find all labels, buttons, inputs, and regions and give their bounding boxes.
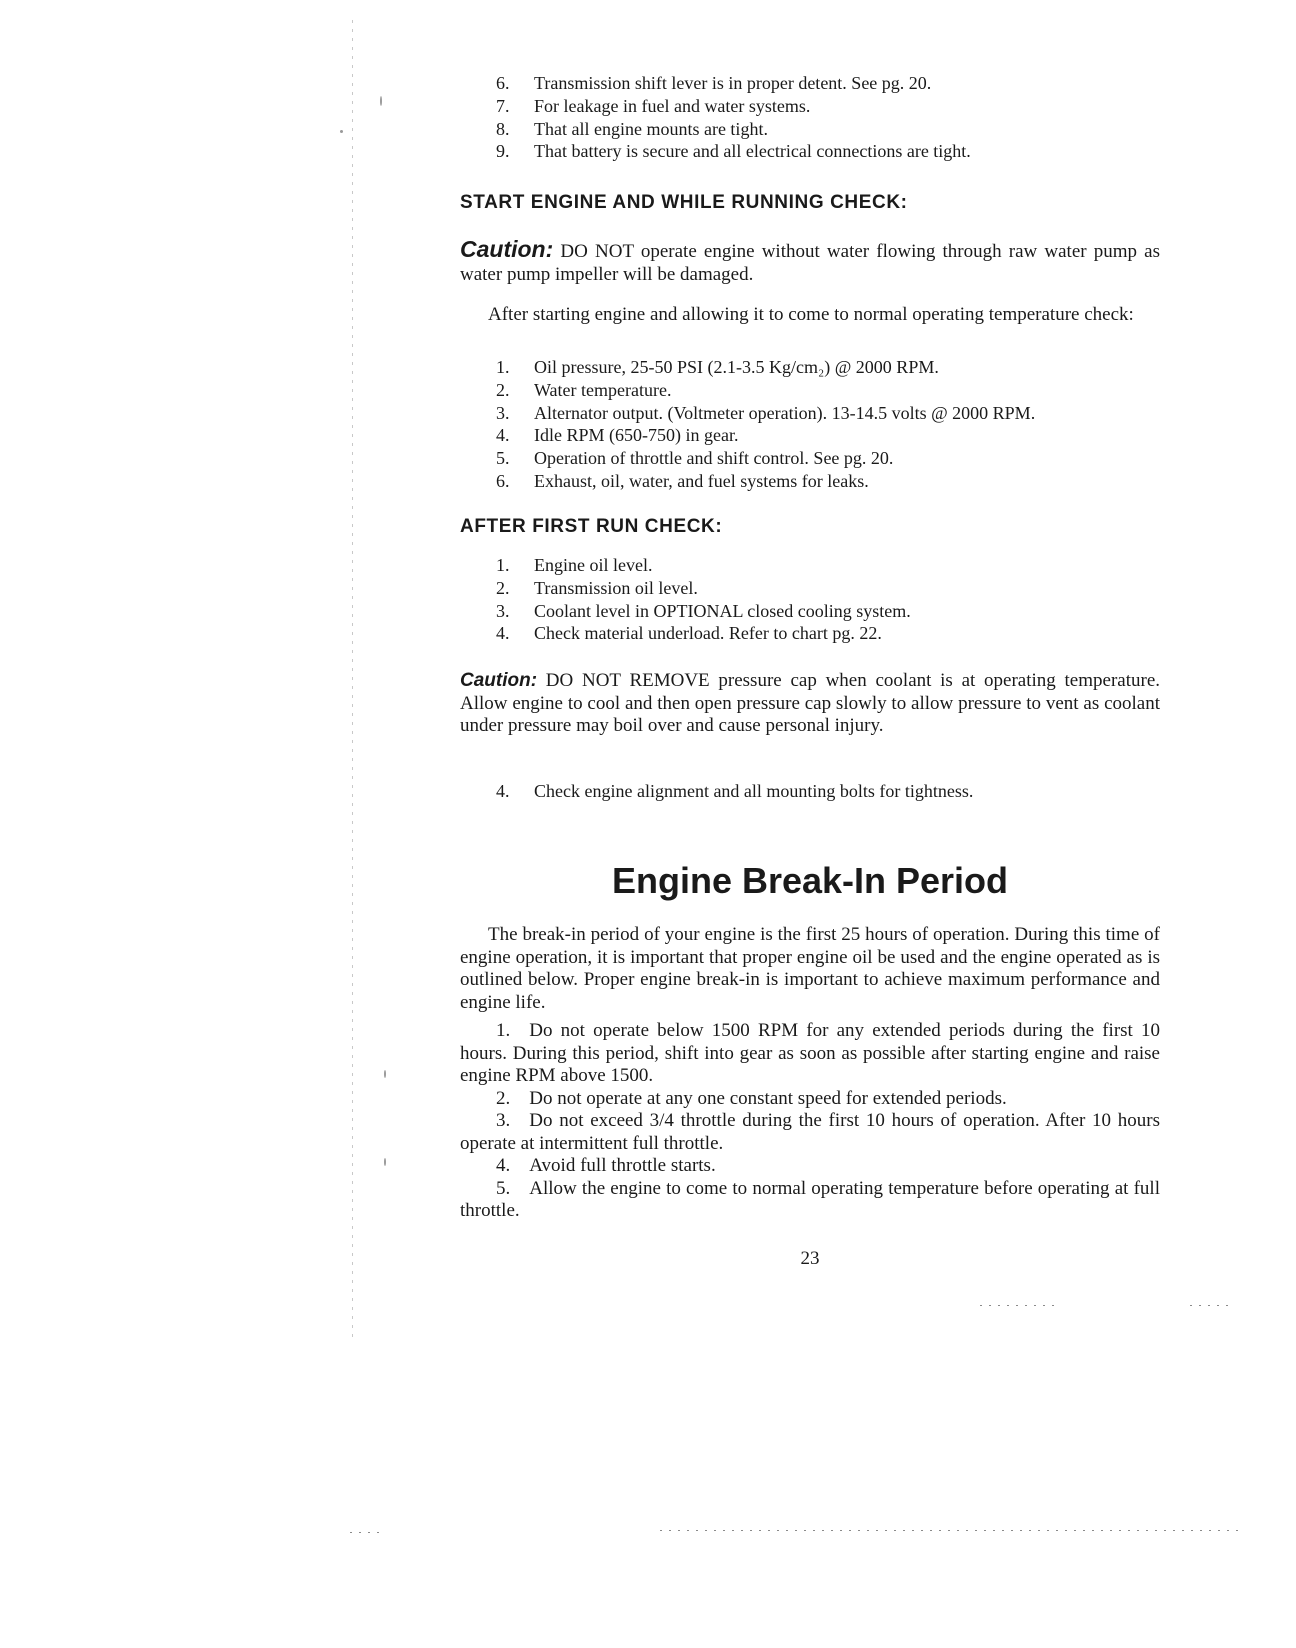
item-text: Transmission oil level. xyxy=(534,577,698,598)
list-item xyxy=(460,577,1160,600)
scan-speck xyxy=(340,130,343,133)
scan-dotted-rule xyxy=(1190,1305,1235,1306)
breakin-step: 2. Do not operate at any one constant speed for extended periods. xyxy=(496,1087,1007,1109)
item-number: 4. xyxy=(496,425,510,446)
caution-label: Caution: xyxy=(460,670,538,691)
scan-speck xyxy=(380,96,382,106)
scan-dotted-rule xyxy=(980,1305,1060,1306)
caution-text: DO NOT operate engine without water flowing through raw water pump as water pump impeller will be damaged. xyxy=(460,241,1160,285)
item-number: 1. xyxy=(496,357,510,377)
item-number: 2. xyxy=(496,379,510,400)
list-item xyxy=(460,402,1160,425)
item-text: Alternator output. (Voltmeter operation). 13-14.5 volts @ 2000 RPM. xyxy=(534,402,1036,423)
scan-dotted-rule xyxy=(660,1530,1240,1531)
item-text: Operation of throttle and shift control. See pg. 20. xyxy=(534,448,894,469)
item-text: Transmission shift lever is in proper detent. See pg. 20. xyxy=(534,73,932,93)
page-number: 23 xyxy=(800,1248,820,1269)
after-run-checklist xyxy=(460,554,1160,645)
alignment-check xyxy=(460,780,1160,803)
list-item xyxy=(460,424,1160,447)
scan-speck xyxy=(384,1158,386,1166)
caution-text: DO NOT REMOVE pressure cap when coolant is at operating temperature. Allow engine to cool and then open pressure cap slowly to allow pressure to vent as coolant under pressure may boil over and cause personal injury. xyxy=(460,670,1160,736)
list-item xyxy=(460,622,1160,645)
item-number: 8. xyxy=(496,118,510,139)
item-number: 9. xyxy=(496,141,510,162)
caution-pressure-cap xyxy=(460,670,1160,738)
scan-margin-line xyxy=(352,20,353,1340)
checklist xyxy=(460,72,1160,163)
item-number: 4. xyxy=(496,781,510,801)
list-item xyxy=(460,379,1160,402)
item-number: 6. xyxy=(496,470,510,491)
list-item xyxy=(460,72,1160,95)
item-number: 2. xyxy=(496,577,510,598)
list-item xyxy=(460,600,1160,623)
after-first-run-heading: AFTER FIRST RUN CHECK: xyxy=(460,516,723,537)
list-item xyxy=(460,447,1160,470)
running-checklist xyxy=(460,356,1160,493)
after-starting-paragraph: After starting engine and allowing it to come to normal operating temperature check: xyxy=(488,304,1134,325)
item-text: That all engine mounts are tight. xyxy=(534,118,768,139)
list-item xyxy=(460,780,1160,803)
list-item xyxy=(460,470,1160,493)
breakin-intro: The break-in period of your engine is the first 25 hours of operation. During this time of engine operation, it is important that proper engine oil be used and the engine operated as is outlined below. Proper engine break-in is important to achieve maximum performance and engine life. xyxy=(460,924,1160,1013)
section-title: Engine Break-In Period xyxy=(611,860,1009,901)
item-number: 7. xyxy=(496,95,510,116)
caution-label: Caution: xyxy=(460,236,554,262)
item-text: For leakage in fuel and water systems. xyxy=(534,95,811,116)
item-text: Water temperature. xyxy=(534,379,672,400)
start-engine-heading: START ENGINE AND WHILE RUNNING CHECK: xyxy=(460,192,908,213)
item-text: Coolant level in OPTIONAL closed cooling system. xyxy=(534,600,911,621)
item-number: 1. xyxy=(496,555,510,575)
list-item xyxy=(460,356,1160,379)
scan-dotted-rule xyxy=(350,1532,380,1533)
list-item xyxy=(460,554,1160,577)
item-text: Engine oil level. xyxy=(534,555,653,575)
item-text: Oil pressure, 25-50 PSI (2.1-3.5 Kg/cm₂) @ 2000 RPM. xyxy=(534,357,939,377)
item-number: 4. xyxy=(496,623,510,644)
breakin-step: 1. Do not operate below 1500 RPM for any extended periods during the first 10 hours. During this period, shift into gear as soon as possible after starting engine and raise engine RPM above 1500. xyxy=(460,1020,1160,1086)
scan-speck xyxy=(384,1070,386,1078)
item-number: 3. xyxy=(496,600,510,621)
item-number: 6. xyxy=(496,73,510,93)
caution-water-pump xyxy=(460,238,1160,286)
breakin-step: 4. Avoid full throttle starts. xyxy=(496,1155,716,1176)
item-number: 5. xyxy=(496,448,510,469)
breakin-step: 3. Do not exceed 3/4 throttle during the first 10 hours of operation. After 10 hours operate at intermittent full throttle. xyxy=(460,1110,1160,1154)
item-text: Check engine alignment and all mounting bolts for tightness. xyxy=(534,781,974,801)
list-item xyxy=(460,140,1160,163)
list-item xyxy=(460,95,1160,118)
item-text: That battery is secure and all electrical connections are tight. xyxy=(534,141,971,162)
item-number: 3. xyxy=(496,402,510,423)
list-item xyxy=(460,118,1160,141)
preoperation-list-continued xyxy=(460,72,1160,163)
item-text: Idle RPM (650-750) in gear. xyxy=(534,425,739,446)
item-text: Exhaust, oil, water, and fuel systems for leaks. xyxy=(534,470,869,491)
breakin-steps xyxy=(460,1020,1160,1223)
breakin-step: 5. Allow the engine to come to normal operating temperature before operating at full throttle. xyxy=(460,1177,1160,1221)
item-text: Check material underload. Refer to chart pg. 22. xyxy=(534,623,882,644)
